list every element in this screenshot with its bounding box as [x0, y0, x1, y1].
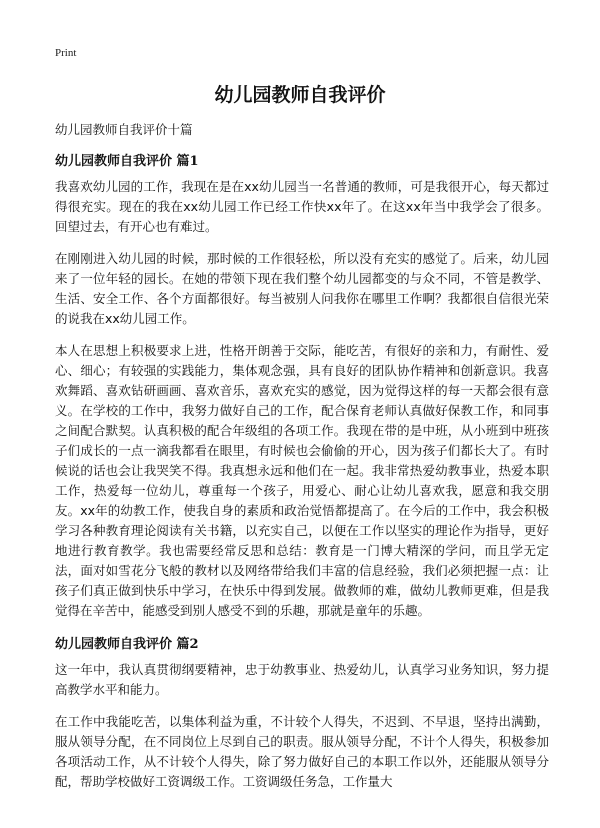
paragraph: 在工作中我能吃苦，以集体利益为重，不计较个人得失，不迟到、不早退，坚持出满勤，服从领导分配，在不同岗位上尽到自己的职责。服从领导分配，不计个人得失，积极参加各项活动工作，从不计较个人得失，除了努力做好自己的本职工作以外，还能服从领导分配，帮助学校做好工资调级工作。工资调级任务急，工作量大 — [55, 714, 549, 789]
section-heading: 幼儿园教师自我评价 篇1 — [55, 154, 199, 169]
document-body — [55, 150, 549, 804]
document-subtitle: 幼儿园教师自我评价十篇 — [55, 122, 193, 137]
print-link[interactable]: Print — [55, 47, 77, 59]
section-heading: 幼儿园教师自我评价 篇2 — [55, 637, 199, 652]
paragraph: 这一年中，我认真贯彻纲要精神，忠于幼教事业、热爱幼儿，认真学习业务知识，努力提高教学水平和能力。 — [55, 662, 549, 697]
paragraph: 本人在思想上积极要求上进，性格开朗善于交际，能吃苦，有很好的亲和力，有耐性、爱心、细心；有较强的实践能力，集体观念强，具有良好的团队协作精神和创新意识。我喜欢舞蹈、喜欢钻研画画、喜欢音乐，喜欢充实的感觉，因为觉得这样的每一天都会很有意义。在学校的工作中，我努力做好自己的工作，配合保育老师认真做好保教工作，和同事之间配合默契。认真积极的配合年级组的各项工作。我现在带的是中班，从小班到中班孩子们成长的一点一滴我都看在眼里，有时候也会偷偷的开心，因为孩子们都长大了。有时候说的话也会让我哭笑不得。我真想永远和他们在一起。我非常热爱幼教事业，热爱本职工作，热爱每一位幼儿，尊重每一个孩子，用爱心、耐心让幼儿喜欢我，愿意和我交朋友。xx年的幼教工作，使我自身的素质和政治觉悟都提高了。在今后的工作中，我会积极学习各种教育理论阅读有关书籍，以充实自己，以便在工作以坚实的理论作为指导，更好地进行教育教学。我也需要经常反思和总结：教育是一门博大精深的学问，而且学无定法，面对如雪花分飞般的教材以及网络带给我们丰富的信息经验，我们必须把握一点：让孩子们真正做到快乐中学习，在快乐中得到发展。做教师的难，做幼儿教师更难，但是我觉得在辛苦中，能感受到别人感受不到的乐趣，那就是童年的乐趣。 — [55, 343, 549, 618]
paragraph: 在刚刚进入幼儿园的时候，那时候的工作很轻松，所以没有充实的感觉了。后来，幼儿园来了一位年轻的园长。在她的带领下现在我们整个幼儿园都变的与众不同，不管是教学、生活、安全工作、各个方面都很好。每当被别人问我你在哪里工作啊？我都很自信很光荣的说我在xx幼儿园工作。 — [55, 251, 549, 326]
paragraph: 我喜欢幼儿园的工作，我现在是在xx幼儿园当一名普通的教师，可是我很开心，每天都过得很充实。现在的我在xx幼儿园工作已经工作快xx年了。在这xx年当中我学会了很多。回望过去，有开心也有难过。 — [55, 179, 549, 234]
page-title: 幼儿园教师自我评价 — [214, 84, 386, 106]
